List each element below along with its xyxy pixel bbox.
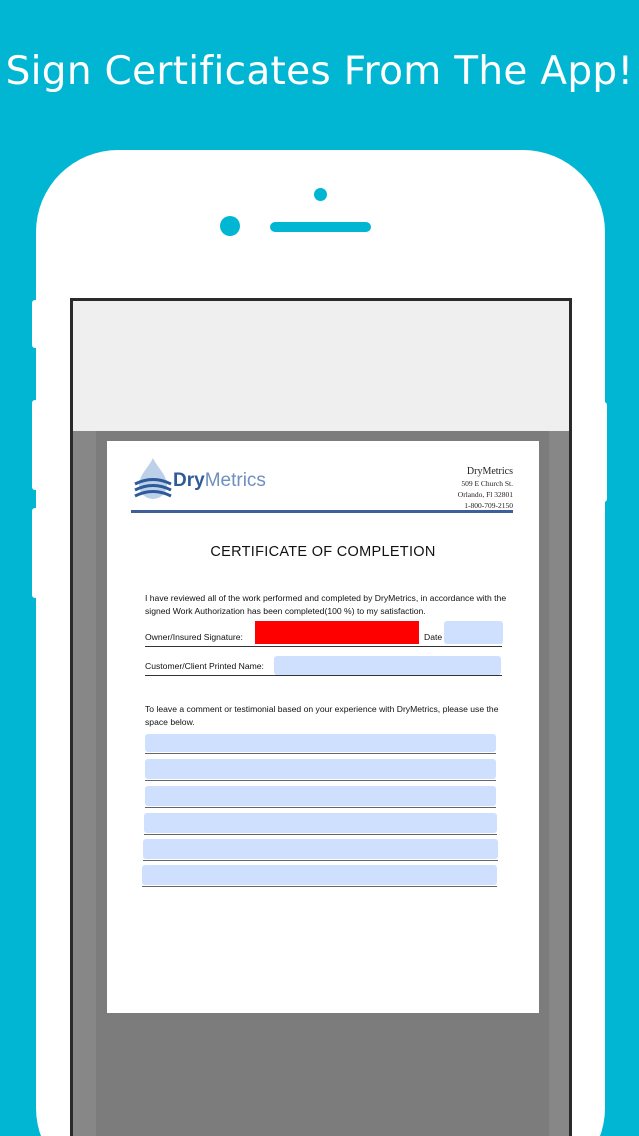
- comment-line-4[interactable]: [144, 813, 497, 833]
- signature-underline: [145, 646, 502, 647]
- date-field[interactable]: [444, 621, 503, 644]
- certificate-page: [107, 441, 539, 1013]
- comment-underline: [145, 807, 496, 808]
- completion-statement: I have reviewed all of the work performed and completed by DryMetrics, in accordance with the signed Work Authorization has been completed(100 %) to my satisfaction.: [145, 593, 507, 616]
- company-name: DryMetrics: [466, 466, 513, 477]
- company-city-line: Orlando, Fl 32801: [457, 490, 513, 499]
- logo-word-dry: Dry: [173, 470, 205, 491]
- company-phone: 1-800-709-2150: [464, 501, 513, 510]
- printed-name-field[interactable]: [274, 656, 501, 675]
- comment-underline: [145, 780, 496, 781]
- comment-underline: [142, 886, 497, 887]
- comment-line-6[interactable]: [142, 865, 497, 885]
- app-top-bar: [73, 301, 569, 431]
- company-address-block: [458, 465, 513, 511]
- front-camera-icon: [220, 216, 240, 236]
- header-divider: [131, 510, 513, 513]
- comment-line-2[interactable]: [145, 759, 496, 779]
- comment-prompt: To leave a comment or testimonial based on your experience with DryMetrics, please use the space below.: [145, 704, 499, 727]
- speaker-grille: [270, 222, 371, 232]
- printed-name-label: Customer/Client Printed Name:: [145, 661, 264, 671]
- certificate-title: CERTIFICATE OF COMPLETION: [210, 544, 436, 560]
- comment-underline: [143, 860, 498, 861]
- logo-word-metrics: Metrics: [204, 470, 266, 491]
- headline: Sign Certificates From The App!: [5, 49, 634, 94]
- comment-line-1[interactable]: [145, 734, 496, 752]
- comment-underline: [144, 834, 497, 835]
- comment-underline: [145, 753, 496, 754]
- signature-field[interactable]: [255, 621, 419, 644]
- date-label: Date: [424, 632, 443, 642]
- phone-screen: [70, 298, 572, 1136]
- logo-wordmark: [173, 470, 266, 492]
- company-address-line: 509 E Church St.: [461, 479, 513, 488]
- signature-label: Owner/Insured Signature:: [145, 632, 243, 642]
- comment-line-5[interactable]: [143, 839, 498, 859]
- camera-icon: [314, 188, 327, 201]
- printed-name-underline: [145, 675, 502, 676]
- document-viewer[interactable]: [96, 431, 549, 1136]
- comment-line-3[interactable]: [145, 786, 496, 806]
